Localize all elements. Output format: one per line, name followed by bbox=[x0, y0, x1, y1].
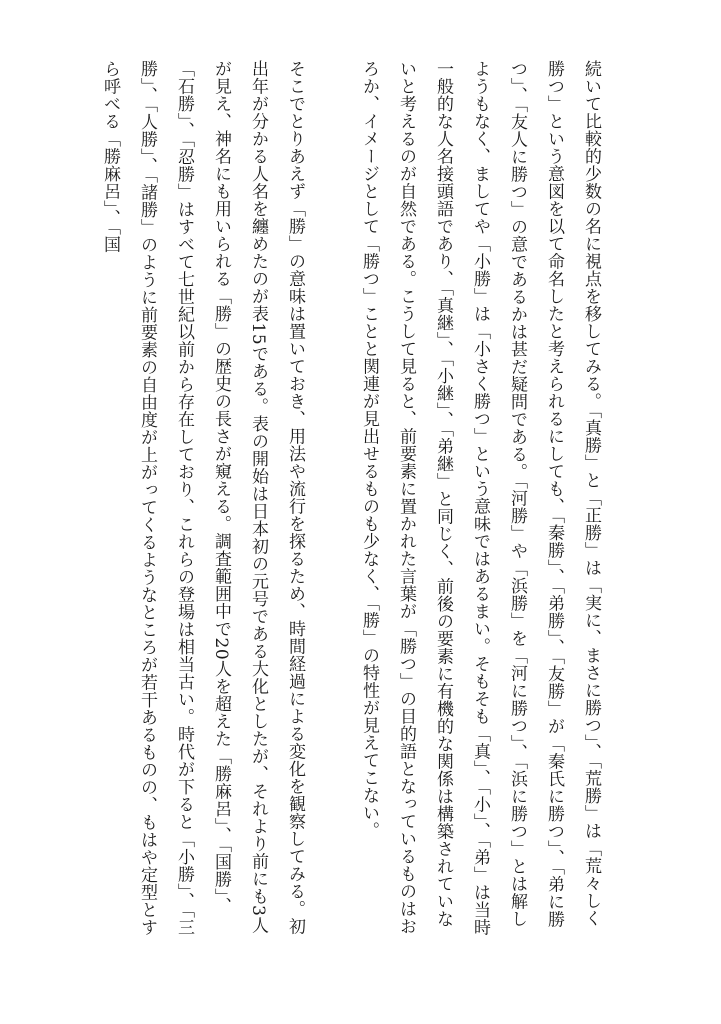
vertical-text-body bbox=[91, 60, 609, 940]
paragraph-1: 続いて比較的少数の名に視点を移してみる。「真勝」と「正勝」は「実に、まさに勝つ」、「荒勝」は「荒々しく勝つ」という意図を以て命名したと考えられるにしても、「秦勝」、「弟勝」、「友勝」が「秦氏に勝つ」、「弟に勝つ」、「友人に勝つ」の意であるかは甚だ疑問である。「河勝」や「浜勝」を「河に勝つ」、「浜に勝つ」とは解しようもなく、ましてや「小勝」は「小さく勝つ」という意味ではあるまい。そもそも「真」、「小」、「弟」は当時一般的な人名接頭語であり、「真継」、「小継」、「弟継」と同じく、前後の要素に有機的な関係は構築されていないと考えるのが自然である。こうして見ると、前要素に置かれた言葉が「勝つ」の目的語となっているものはおろか、イメージとして「勝つ」ことと関連が見出せるものも少なく、「勝」の特性が見えてこない。 bbox=[359, 60, 601, 936]
paragraph-gap bbox=[313, 60, 350, 61]
paragraph-2: そこでとりあえず「勝」の意味は置いておき、用法や流行を探るため、時間経過による変化を観察してみる。初出年が分かる人名を纏めたのが表15である。表の開始は日本初の元号である大化としたが、それより前にも3人が見え、神名にも用いられる「勝」の歴史の長さが窺える。調査範囲中で20人を超えた「勝麻呂」、「国勝」、「石勝」、「忍勝」はすべて七世紀以前から存在しており、これらの登場は相当古い。時代が下ると「小勝」、「三勝」、「人勝」、「諸勝」のように前要素の自由度が上がってくるようなところが若干あるものの、もはや定型とすら呼べる「勝麻呂」、「国 bbox=[100, 60, 305, 936]
